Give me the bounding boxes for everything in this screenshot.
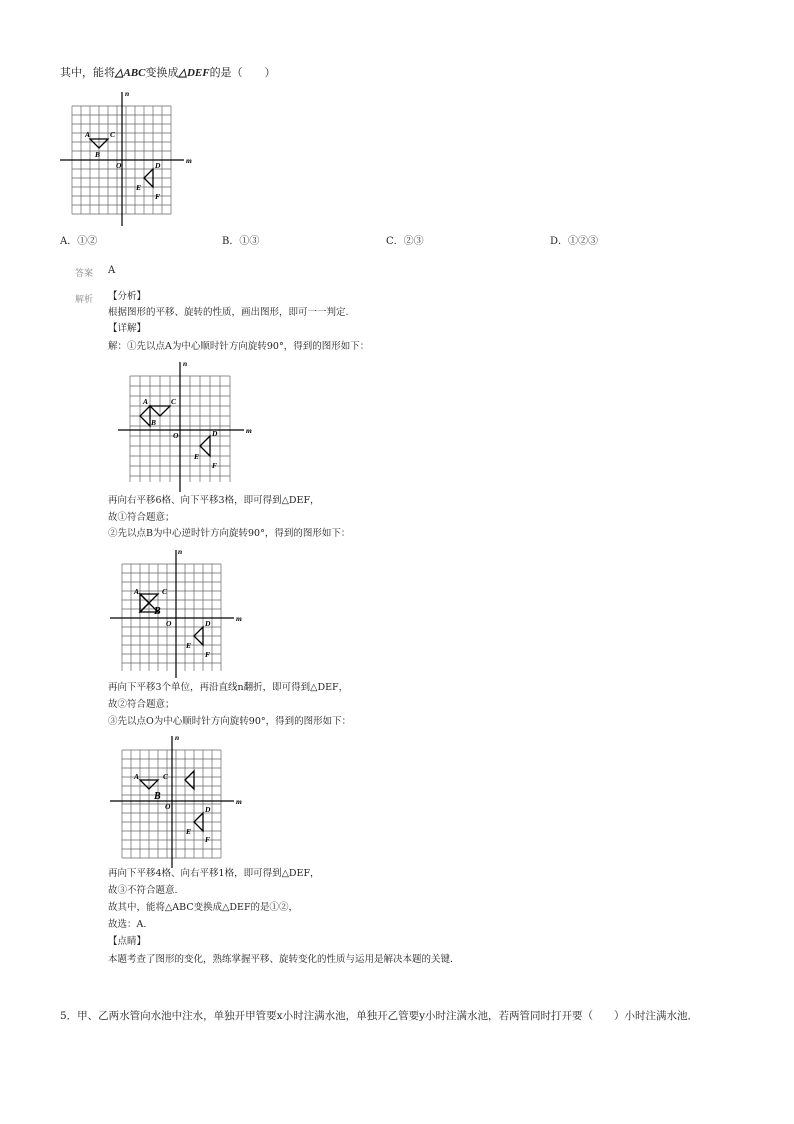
point-e-label: E bbox=[186, 827, 192, 836]
point-c-label: C bbox=[162, 587, 168, 596]
axis-m-label: m bbox=[186, 156, 192, 165]
axis-m-label: m bbox=[236, 614, 242, 623]
solution-line-3: 【详解】 bbox=[108, 323, 147, 334]
axis-n-label: n bbox=[178, 547, 183, 556]
option-c[interactable]: C．②③ bbox=[386, 236, 424, 247]
point-a-label: A bbox=[85, 130, 91, 139]
analysis-label: 解析 bbox=[75, 295, 94, 305]
origin-label: O bbox=[173, 431, 179, 440]
point-d-label: D bbox=[205, 805, 211, 814]
axis-n-label: n bbox=[175, 733, 180, 742]
option-b[interactable]: B．①③ bbox=[222, 236, 260, 247]
solution-line-12: 故③不符合题意. bbox=[108, 885, 178, 896]
point-e-label: E bbox=[186, 641, 192, 650]
answer-label: 答案 bbox=[75, 269, 94, 279]
origin-label: O bbox=[166, 619, 172, 628]
option-d[interactable]: D．①②③ bbox=[550, 236, 599, 247]
point-f-label: F bbox=[205, 835, 211, 844]
solution-line-6: 故①符合题意； bbox=[108, 512, 175, 523]
figure-rotate-about-a bbox=[118, 358, 258, 498]
point-f-label: F bbox=[155, 192, 161, 201]
point-b-label: B bbox=[154, 606, 161, 617]
question-5: 5．甲、乙两水管向水池中注水，单独开甲管要x小时注满水池，单独开乙管要y小时注满水池，若两管同时打开要（ ）小时注满水池． bbox=[60, 1010, 699, 1022]
point-c-label: C bbox=[163, 772, 169, 781]
solution-line-7: ②先以点B为中心逆时针方向旋转90°，得到的图形如下： bbox=[108, 528, 351, 539]
axis-m-label: m bbox=[246, 426, 252, 435]
point-a-label: A bbox=[134, 587, 140, 596]
point-a-label: A bbox=[134, 772, 140, 781]
solution-line-5: 再向右平移6格、向下平移3格，即可得到△DEF， bbox=[108, 495, 320, 506]
point-e-label: E bbox=[194, 452, 200, 461]
figure-rotate-about-b bbox=[110, 544, 250, 678]
answer-value: A bbox=[108, 265, 116, 276]
axis-m-label: m bbox=[236, 797, 242, 806]
solution-line-2: 根据图形的平移、旋转的性质，画出图形，即可一一判定. bbox=[108, 307, 349, 318]
question-stem: 其中，能将△ABC变换成△DEF的是（ ） bbox=[60, 66, 276, 79]
point-b-label: B bbox=[151, 418, 157, 427]
point-d-label: D bbox=[205, 619, 211, 628]
point-c-label: C bbox=[110, 130, 116, 139]
point-f-label: F bbox=[205, 650, 211, 659]
axis-n-label: n bbox=[183, 359, 188, 368]
solution-line-13: 故其中，能将△ABC变换成△DEF的是①②， bbox=[108, 902, 299, 913]
point-d-label: D bbox=[212, 429, 218, 438]
origin-label: O bbox=[165, 802, 171, 811]
solution-line-10: ③先以点O为中心顺时针方向旋转90°，得到的图形如下： bbox=[108, 716, 352, 727]
point-f-label: F bbox=[212, 461, 218, 470]
solution-line-4: 解：①先以点A为中心顺时针方向旋转90°，得到的图形如下： bbox=[108, 341, 370, 352]
solution-line-9: 故②符合题意； bbox=[108, 699, 175, 710]
point-d-label: D bbox=[155, 161, 161, 170]
point-b-label: B bbox=[95, 150, 101, 159]
point-c-label: C bbox=[171, 397, 177, 406]
figure-original bbox=[60, 86, 200, 226]
figure-rotate-about-o bbox=[110, 730, 250, 870]
axis-n-label: n bbox=[125, 89, 130, 98]
solution-line-8: 再向下平移3个单位，再沿直线n翻折，即可得到△DEF， bbox=[108, 682, 349, 693]
solution-line-16: 本题考查了图形的变化，熟练掌握平移、旋转变化的性质与运用是解决本题的关键. bbox=[108, 954, 454, 965]
point-e-label: E bbox=[136, 183, 142, 192]
solution-line-14: 故选：A. bbox=[108, 919, 147, 930]
option-a[interactable]: A．①② bbox=[60, 236, 98, 247]
solution-line-15: 【点睛】 bbox=[108, 936, 147, 947]
origin-label: O bbox=[116, 161, 122, 170]
solution-line-11: 再向下平移4格、向右平移1格，即可得到△DEF， bbox=[108, 868, 320, 879]
point-b-label: B bbox=[154, 791, 161, 802]
solution-line-1: 【分析】 bbox=[108, 291, 147, 302]
point-a-label: A bbox=[143, 397, 149, 406]
